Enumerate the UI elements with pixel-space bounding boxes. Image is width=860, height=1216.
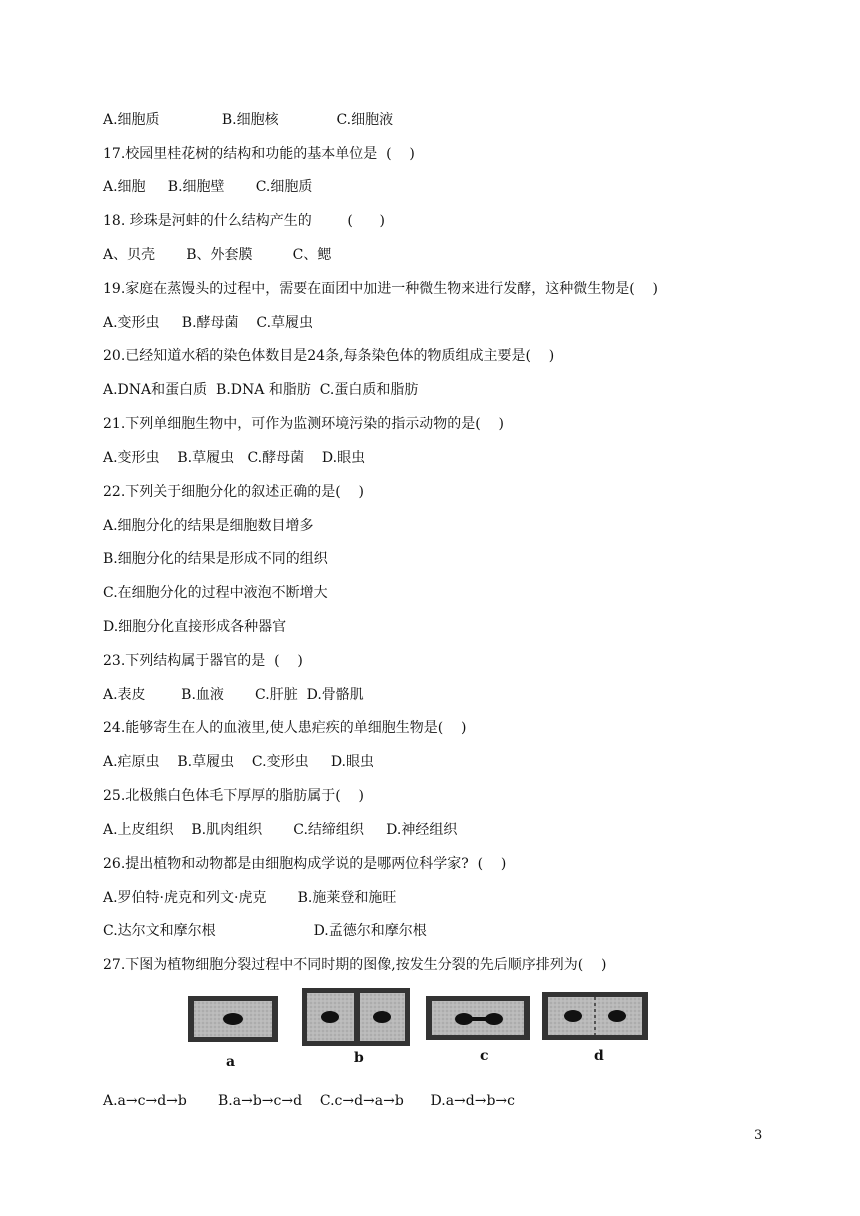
q22-stem: 22.下列关于细胞分化的叙述正确的是( ) <box>103 484 364 500</box>
figure-label-c: c <box>480 1048 489 1064</box>
q17-options: A.细胞 B.细胞壁 C.细胞质 <box>103 179 313 195</box>
q21-stem: 21.下列单细胞生物中，可作为监测环境污染的指示动物的是( ) <box>103 416 504 432</box>
q19-options: A.变形虫 B.酵母菌 C.草履虫 <box>103 315 314 331</box>
q17-stem: 17.校园里桂花树的结构和功能的基本单位是 ( ) <box>103 146 415 162</box>
q20-stem: 20.已经知道水稻的染色体数目是24条,每条染色体的物质组成主要是( ) <box>103 348 555 364</box>
q22-option-d: D.细胞分化直接形成各种器官 <box>103 619 287 635</box>
q27-options: A.a→c→d→b B.a→b→c→d C.c→d→a→b D.a→d→b→c <box>103 1093 516 1109</box>
cell-division-diagram <box>186 986 656 1046</box>
q21-options: A.变形虫 B.草履虫 C.酵母菌 D.眼虫 <box>103 450 366 466</box>
figure-label-a: a <box>226 1054 236 1070</box>
q22-option-c: C.在细胞分化的过程中液泡不断增大 <box>103 585 328 601</box>
cell-c-image <box>426 996 530 1040</box>
q18-options: A、贝壳 B、外套膜 C、鳃 <box>103 247 332 263</box>
page-number: 3 <box>754 1128 763 1143</box>
figure-label-b: b <box>354 1050 364 1066</box>
q24-stem: 24.能够寄生在人的血液里,使人患疟疾的单细胞生物是( ) <box>103 720 467 736</box>
q23-options: A.表皮 B.血液 C.肝脏 D.骨骼肌 <box>103 687 364 703</box>
q16-options: A.细胞质 B.细胞核 C.细胞液 <box>103 112 394 128</box>
q23-stem: 23.下列结构属于器官的是 ( ) <box>103 653 303 669</box>
cell-division-figure <box>186 986 656 1070</box>
q20-options: A.DNA和蛋白质 B.DNA 和脂肪 C.蛋白质和脂肪 <box>103 382 419 398</box>
q18-stem: 18. 珍珠是河蚌的什么结构产生的 ( ) <box>103 213 385 229</box>
cell-b-image <box>302 988 410 1046</box>
cell-a-image <box>188 996 278 1042</box>
q26-stem: 26.提出植物和动物都是由细胞构成学说的是哪两位科学家? ( ) <box>103 856 507 872</box>
cell-d-image <box>542 992 648 1040</box>
q26-options-ab: A.罗伯特·虎克和列文·虎克 B.施莱登和施旺 <box>103 890 397 906</box>
q26-options-cd: C.达尔文和摩尔根 D.孟德尔和摩尔根 <box>103 923 427 939</box>
q19-stem: 19.家庭在蒸馒头的过程中，需要在面团中加进一种微生物来进行发酵，这种微生物是( ) <box>103 281 658 297</box>
figure-label-d: d <box>594 1048 604 1064</box>
q25-options: A.上皮组织 B.肌肉组织 C.结缔组织 D.神经组织 <box>103 822 458 838</box>
q27-stem: 27.下图为植物细胞分裂过程中不同时期的图像,按发生分裂的先后顺序排列为( ) <box>103 957 607 973</box>
q24-options: A.疟原虫 B.草履虫 C.变形虫 D.眼虫 <box>103 754 374 770</box>
q22-option-a: A.细胞分化的结果是细胞数目增多 <box>103 518 314 534</box>
q25-stem: 25.北极熊白色体毛下厚厚的脂肪属于( ) <box>103 788 364 804</box>
q22-option-b: B.细胞分化的结果是形成不同的组织 <box>103 551 328 567</box>
